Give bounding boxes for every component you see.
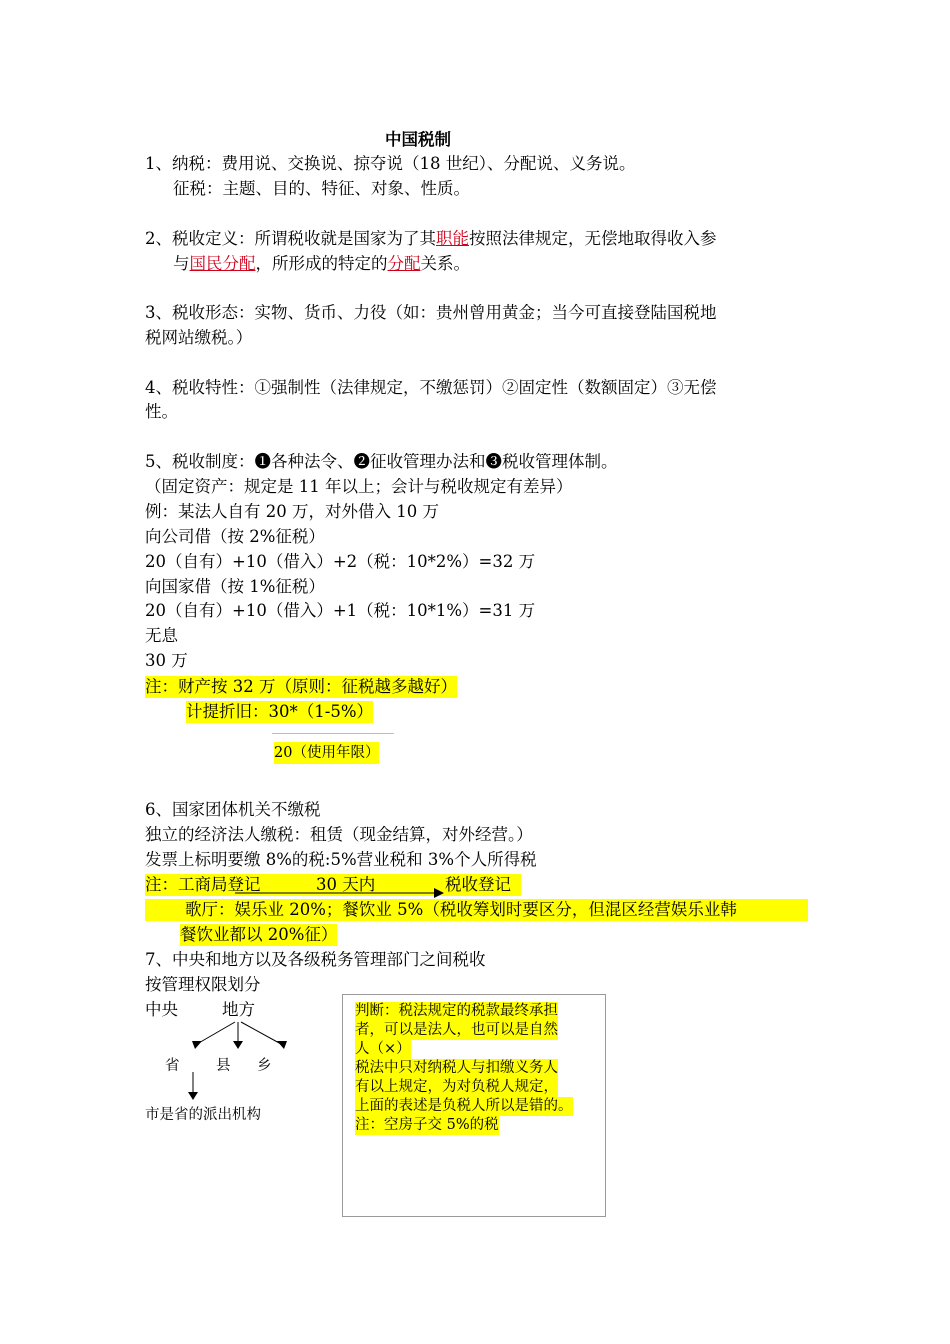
s6-note-a: 注：工商局登记 (145, 875, 261, 894)
s3-line1: 3、税收形态：实物、货币、力役（如：贵州曾用黄金；当今可直接登陆国税地 (145, 303, 717, 322)
document-title: 中国税制 (385, 130, 451, 149)
box-line5: 有以上规定，为对负税人规定， (355, 1079, 558, 1095)
s5-line3: 例：某法人自有 20 万，对外借入 10 万 (145, 502, 439, 521)
s5-line1: 5、税收制度：❶各种法令、❷征收管理办法和❸税收管理体制。 (145, 452, 618, 471)
s5-note-property: 注：财产按 32 万（原则：征税越多越好） (145, 677, 457, 696)
s1-line1: 1、纳税：费用说、交换说、掠夺说（18 世纪）、分配说、义务说。 (145, 154, 636, 173)
s5-line9: 30 万 (145, 651, 188, 670)
tree-town: 乡 (257, 1058, 272, 1074)
s4-line1: 4、税收特性：①强制性（法律规定，不缴惩罚）②固定性（数额固定）③无偿 (145, 378, 717, 397)
s2-text-a: 2、税收定义：所谓税收就是国家为了其 (145, 229, 436, 248)
s7-line1: 7、中央和地方以及各级税务管理部门之间税收 (145, 950, 486, 969)
s5-note-service-life: 20（使用年限） (274, 742, 379, 764)
s2-text-c: 按照法律规定，无偿地取得收入参 (469, 229, 717, 248)
box-line4: 税法中只对纳税人与扣缴义务人 (355, 1060, 558, 1076)
tree-city-note: 市是省的派出机构 (145, 1107, 261, 1123)
s2-text-d: 与 (173, 254, 190, 273)
s6-line3: 发票上标明要缴 8%的税:5%营业税和 3%个人所得税 (145, 850, 537, 869)
judgment-textbox (342, 994, 606, 1217)
tree-province: 省 (165, 1058, 180, 1074)
s4-line2: 性。 (145, 402, 178, 421)
tree-central: 中央 (145, 1000, 178, 1019)
s5-note-depreciation: 计提折旧：30*（1-5%） (186, 702, 373, 721)
s5-line2: （固定资产：规定是 11 年以上；会计与税收规定有差异） (145, 477, 573, 496)
s6-line2: 独立的经济法人缴税：租赁（现金结算，对外经营。） (145, 825, 533, 844)
s5-line5: 20（自有）+10（借入）+2（税：10*2%）=32 万 (145, 552, 536, 571)
tree-arrowhead-city (188, 1092, 198, 1100)
box-line7: 注：空房子交 5%的税 (355, 1117, 499, 1133)
tree-arrowhead-county (233, 1041, 243, 1049)
s2-text-h: 关系。 (420, 254, 470, 273)
s3-line2: 税网站缴税。） (145, 328, 253, 347)
tree-arrowhead-province (192, 1041, 202, 1049)
tree-arrowhead-town (277, 1041, 287, 1049)
box-line1: 判断：税法规定的税款最终承担 (355, 1003, 558, 1019)
s6-note-ktv: 歌厅：娱乐业 20%；餐饮业 5%（税收筹划时要区分，但混区经营娱乐业韩 (145, 899, 808, 921)
s7-line2: 按管理权限划分 (145, 975, 261, 994)
s2-keyword-national-distribution: 国民分配 (189, 254, 256, 273)
s6-note-b: 30 天内 (316, 875, 376, 894)
s6-note-ktv-cont: 餐饮业都以 20%征） (180, 925, 338, 944)
tree-local: 地方 (222, 1000, 255, 1019)
s5-line4: 向公司借（按 2%征税） (145, 527, 325, 546)
box-line2: 者，可以是法人，也可以是自然 (355, 1022, 558, 1038)
s1-line2: 征税：主题、目的、特征、对象、性质。 (173, 179, 470, 198)
s2-keyword-distribution: 分配 (387, 254, 421, 273)
tree-county: 县 (216, 1058, 231, 1074)
s5-line7: 20（自有）+10（借入）+1（税：10*1%）=31 万 (145, 601, 536, 620)
s6-note-c: 税收登记 (445, 875, 511, 894)
box-line3: 人（×） (355, 1041, 411, 1057)
s2-keyword-function: 职能 (436, 229, 469, 248)
box-line6: 上面的表述是负税人所以是错的。 (355, 1098, 573, 1114)
s6-line1: 6、国家团体机关不缴税 (145, 800, 321, 819)
s2-text-f: ，所形成的特定的 (255, 254, 388, 273)
s5-line8: 无息 (145, 626, 178, 645)
s5-line6: 向国家借（按 1%征税） (145, 577, 325, 596)
tree-branch-town (241, 1022, 281, 1044)
tree-branch-province (197, 1022, 235, 1044)
